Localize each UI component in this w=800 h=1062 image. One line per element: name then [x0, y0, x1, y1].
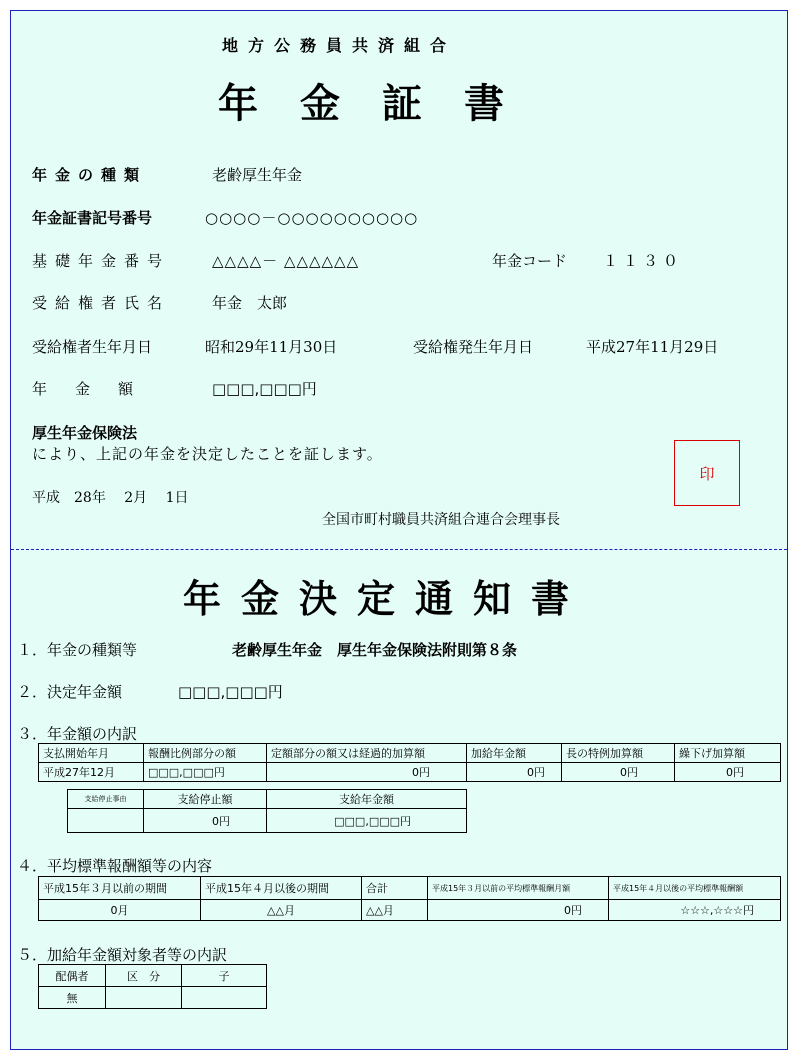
table-cell: 支給停止額: [144, 790, 267, 809]
table-cell: 0円: [144, 809, 267, 833]
table-cell: 合計: [362, 877, 428, 900]
section1-label: １．年金の種類等: [17, 641, 138, 659]
seal-stamp: [674, 440, 740, 506]
right-date-label: 受給権発生年月日: [413, 338, 534, 356]
birth-value: 昭和29年11月30日: [205, 338, 338, 356]
amount-value: □□□,□□□円: [212, 380, 317, 398]
section1-value: 老齢厚生年金 厚生年金保険法附則第８条: [232, 641, 518, 659]
dependents-table: [38, 964, 267, 1009]
table-cell: 平成15年３月以前の平均標準報酬月額: [428, 877, 609, 900]
law-name: 厚生年金保険法: [32, 424, 138, 442]
seal-text: 印: [699, 464, 715, 483]
table-cell: 平成15年４月以後の期間: [201, 877, 362, 900]
pension-type-label: 年金の種類: [32, 166, 148, 184]
certificate-title: 年金証書: [218, 80, 546, 127]
issue-date: 平成 28年 2月 1日: [32, 490, 189, 506]
pension-code-label: 年金コード: [492, 252, 568, 270]
table-cell: □□□,□□□円: [144, 763, 267, 782]
table-cell: 報酬比例部分の額: [144, 744, 267, 763]
table-cell: 無: [39, 987, 106, 1009]
table-cell: 平成15年３月以前の期間: [39, 877, 201, 900]
table-cell: 0円: [267, 763, 467, 782]
table-cell: 長の特例加算額: [562, 744, 675, 763]
table-header-row: [39, 744, 781, 763]
table-cell: 繰下げ加算額: [675, 744, 781, 763]
table-cell: 0円: [675, 763, 781, 782]
section2-label: ２．決定年金額: [17, 683, 123, 701]
cert-number-label: 年金証書記号番号: [32, 209, 153, 227]
notice-title: 年金決定通知書: [183, 577, 590, 621]
table-header-row: [39, 965, 267, 987]
table-header-row: [68, 790, 467, 809]
average-salary-table: [38, 876, 781, 921]
organization-name: 地方公務員共済組合: [222, 36, 457, 55]
birth-label: 受給権者生年月日: [32, 338, 153, 356]
table-row: [39, 763, 781, 782]
table-cell: □□□,□□□円: [267, 809, 467, 833]
name-value: 年金 太郎: [212, 294, 288, 312]
section5-label: ５．加給年金額対象者等の内訳: [17, 946, 228, 964]
table-cell: 支給停止事由: [68, 790, 144, 809]
table-cell: 配偶者: [39, 965, 106, 987]
issuer-name: 全国市町村職員共済組合連合会理事長: [322, 512, 560, 528]
table-cell: 区 分: [106, 965, 182, 987]
table-header-row: [39, 877, 781, 900]
table-cell: △△月: [201, 900, 362, 921]
suspension-table: [67, 789, 467, 833]
table-cell: [106, 987, 182, 1009]
table-cell: 0円: [428, 900, 609, 921]
table-cell: 平成27年12月: [39, 763, 144, 782]
certification-statement: により、上記の年金を決定したことを証します。: [32, 445, 383, 463]
table-cell: 平成15年４月以後の平均標準報酬額: [609, 877, 781, 900]
table-cell: ☆☆☆,☆☆☆円: [609, 900, 781, 921]
section4-label: ４．平均標準報酬額等の内容: [17, 857, 213, 875]
section2-value: □□□,□□□円: [178, 683, 283, 701]
table-row: [39, 987, 267, 1009]
basic-number-value: △△△△－ △△△△△△: [212, 252, 360, 270]
table-cell: [68, 809, 144, 833]
basic-number-label: 基礎年金番号: [32, 252, 171, 270]
table-cell: 定額部分の額又は経過的加算額: [267, 744, 467, 763]
table-cell: △△月: [362, 900, 428, 921]
pension-breakdown-table: [38, 743, 781, 782]
cert-number-value: ○○○○－○○○○○○○○○○: [205, 209, 419, 227]
pension-type-value: 老齢厚生年金: [212, 166, 303, 184]
table-cell: 0円: [562, 763, 675, 782]
name-label: 受給権者氏名: [32, 294, 171, 312]
table-cell: 加給年金額: [467, 744, 562, 763]
cut-line-divider: [11, 549, 787, 550]
table-cell: 0月: [39, 900, 201, 921]
table-row: [68, 809, 467, 833]
table-cell: 子: [182, 965, 267, 987]
table-cell: 支給年金額: [267, 790, 467, 809]
section3-label: ３．年金額の内訳: [17, 725, 138, 743]
amount-label: 年金額: [32, 380, 162, 398]
table-cell: 支払開始年月: [39, 744, 144, 763]
pension-code-value: １１３０: [603, 252, 684, 270]
table-cell: [182, 987, 267, 1009]
table-cell: 0円: [467, 763, 562, 782]
right-date-value: 平成27年11月29日: [586, 338, 719, 356]
table-row: [39, 900, 781, 921]
